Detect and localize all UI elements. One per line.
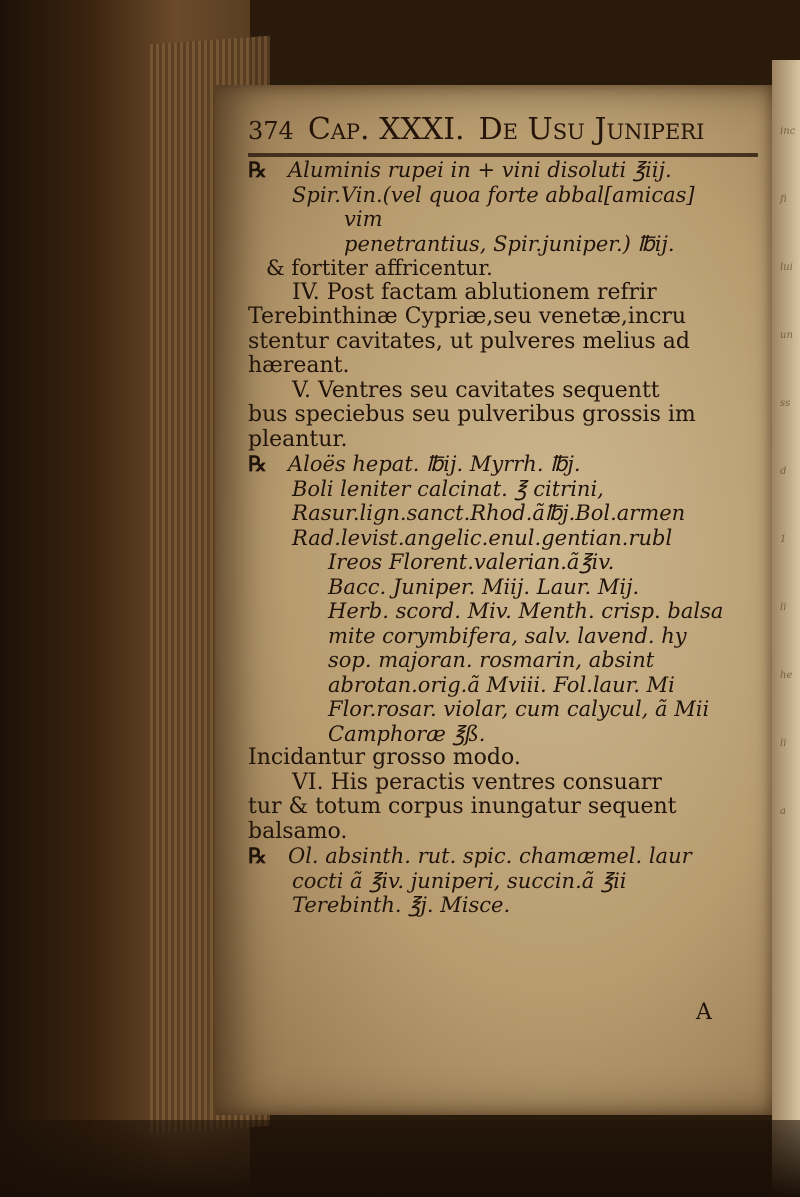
text-line <box>248 330 768 355</box>
text-line <box>248 501 768 526</box>
line-text: Incidantur grosso modo. <box>248 746 521 770</box>
line-text: hæreant. <box>248 354 350 378</box>
line-text: vim <box>344 207 383 231</box>
line-text: Aloës hepat. ℔ij. Myrrh. ℔j. <box>288 452 581 476</box>
chapter-title: De Usu Juniperi <box>478 112 705 147</box>
line-text: bus speciebus seu pulveribus grossis im <box>248 403 696 427</box>
line-text: Rad.levist.angelic.enul.gentian.rubl <box>292 525 673 550</box>
line-text: penetrantius, Spir.juniper.) ℔ij. <box>344 231 675 256</box>
header-rule <box>248 153 758 157</box>
margin-fragment: un <box>780 330 793 341</box>
recipe-symbol: ℞ <box>248 452 267 476</box>
line-text: stentur cavitates, ut pulveres melius ad <box>248 329 690 354</box>
line-text: Camphoræ ℥ß. <box>328 721 486 746</box>
text-line <box>248 183 768 208</box>
text-line <box>248 207 768 232</box>
page-number: 374 <box>248 117 294 145</box>
margin-fragment: 1 <box>780 534 787 545</box>
margin-fragment: li <box>780 602 787 613</box>
text-line <box>248 232 768 257</box>
line-text: Terebinthinæ Cypriæ,seu venetæ,incru <box>248 305 687 329</box>
text-line <box>248 820 768 845</box>
text-line <box>248 893 768 918</box>
line-text: Herb. scord. Miv. Menth. crisp. balsa <box>328 599 724 623</box>
text-line <box>248 477 768 502</box>
line-text: VI. His peractis ventres consuarr <box>292 770 662 795</box>
page-text <box>248 158 768 918</box>
line-text: Terebinth. ℥j. Misce. <box>292 893 511 917</box>
running-header <box>248 112 748 152</box>
line-text: Bacc. Juniper. Miij. Laur. Mij. <box>328 574 640 599</box>
text-line <box>248 452 768 477</box>
line-text: cocti ã ℥iv. juniperi, succin.ã ℥ii <box>292 868 627 893</box>
text-line <box>248 869 768 894</box>
line-text: abrotan.orig.ã Mviii. Fol.laur. Mi <box>328 672 675 697</box>
margin-fragment: d <box>780 466 787 477</box>
margin-fragment: he <box>780 670 793 681</box>
bottom-shadow <box>0 1120 800 1197</box>
line-text: mite corymbifera, salv. lavend. hy <box>328 623 687 648</box>
margin-fragment: inc <box>780 126 796 137</box>
text-line <box>248 844 768 869</box>
text-line <box>248 526 768 551</box>
margin-fragment: lui <box>780 262 793 273</box>
margin-fragment: li <box>780 738 787 749</box>
text-line <box>248 697 768 722</box>
recipe-symbol: ℞ <box>248 844 267 868</box>
line-text: balsamo. <box>248 819 348 844</box>
text-line <box>248 305 768 330</box>
line-text: V. Ventres seu cavitates sequentt <box>292 378 660 403</box>
text-line <box>248 648 768 673</box>
text-line <box>248 428 768 453</box>
catchword: A <box>696 1000 712 1025</box>
margin-fragment: ss <box>780 398 791 409</box>
text-line <box>248 281 768 306</box>
line-text: Spir.Vin.(vel quoa forte abbal[amicas] <box>292 182 695 207</box>
text-line <box>248 599 768 624</box>
text-line <box>248 771 768 796</box>
line-text: Boli leniter calcinat. ℥ citrini, <box>292 476 604 501</box>
chapter-label: Cap. XXXI. <box>307 112 465 147</box>
text-line <box>248 722 768 747</box>
text-line <box>248 256 768 281</box>
text-line <box>248 403 768 428</box>
line-text: Ireos Florent.valerian.ã℥iv. <box>328 550 615 574</box>
margin-fragment: a <box>780 806 786 817</box>
text-line <box>248 158 768 183</box>
line-text: Ol. absinth. rut. spic. chamæmel. laur <box>288 844 692 868</box>
text-line <box>248 673 768 698</box>
text-line <box>248 550 768 575</box>
line-text: Rasur.lign.sanct.Rhod.ã℔j.Bol.armen <box>292 501 686 525</box>
text-line <box>248 746 768 771</box>
line-text: sop. majoran. rosmarin, absint <box>328 648 655 672</box>
margin-fragments <box>780 120 800 868</box>
text-line <box>248 795 768 820</box>
line-text: IV. Post factam ablutionem refrir <box>292 280 657 305</box>
text-line <box>248 624 768 649</box>
line-text: pleantur. <box>248 427 348 452</box>
line-text: & fortiter affricentur. <box>266 256 493 280</box>
recipe-symbol: ℞ <box>248 158 267 182</box>
line-text: tur & totum corpus inungatur sequent <box>248 795 677 819</box>
line-text: Flor.rosar. violar, cum calycul, ã Mii <box>328 697 710 721</box>
line-text: Aluminis rupei in + vini disoluti ℥iij. <box>288 158 672 182</box>
text-line <box>248 379 768 404</box>
text-line <box>248 575 768 600</box>
margin-fragment: fi <box>780 194 787 205</box>
text-line <box>248 354 768 379</box>
